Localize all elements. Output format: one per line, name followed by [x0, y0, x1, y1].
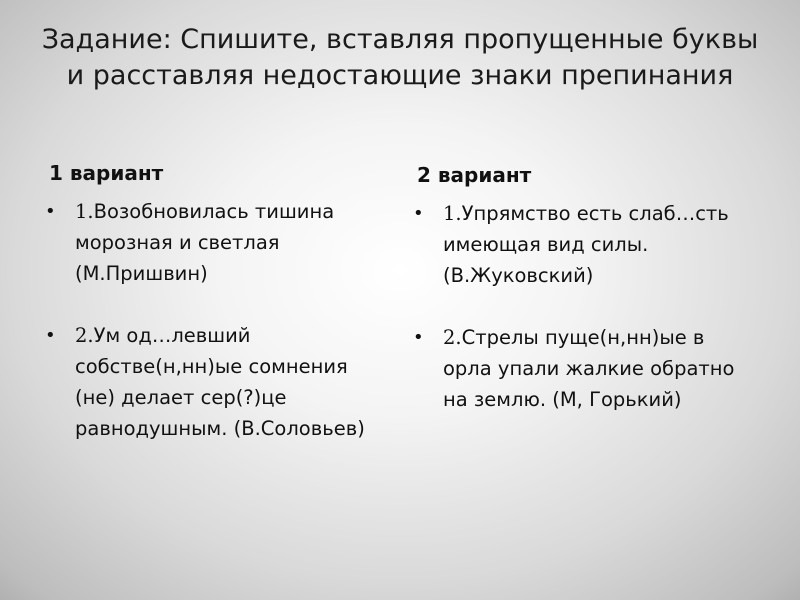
column-variant-1	[45, 160, 385, 475]
item-text: Стрелы пуще(н,нн)ые в орла упали жалкие обратно на землю. (М, Горький)	[443, 326, 735, 411]
item-number: 2.	[75, 324, 94, 347]
item-text: Возобновилась тишина морозная и светлая (М.Пришвин)	[75, 200, 335, 285]
list-item	[45, 196, 385, 289]
list-item	[45, 320, 385, 444]
variant-heading: 2 вариант	[417, 163, 532, 187]
item-number: 2.	[443, 326, 462, 349]
variant-heading: 1 вариант	[49, 161, 164, 185]
list-item	[413, 322, 753, 415]
item-number: 1.	[443, 202, 462, 225]
item-number: 1.	[75, 200, 94, 223]
task-list	[413, 198, 753, 415]
item-text: Ум од…левший собстве(н,нн)ые сомнения (не) делает сер(?)це равнодушным. (В.Соловьев)	[75, 324, 365, 440]
list-item	[413, 198, 753, 291]
slide-title: Задание: Спишите, вставляя пропущенные буквы и расставляя недостающие знаки препинания	[41, 24, 759, 91]
item-text: Упрямство есть слаб…сть имеющая вид силы. (В.Жуковский)	[443, 202, 729, 287]
bullet-icon: •	[45, 325, 56, 346]
task-list	[45, 196, 385, 444]
bullet-icon: •	[413, 327, 424, 348]
bullet-icon: •	[413, 203, 424, 224]
bullet-icon: •	[45, 201, 56, 222]
column-variant-2	[413, 162, 753, 446]
